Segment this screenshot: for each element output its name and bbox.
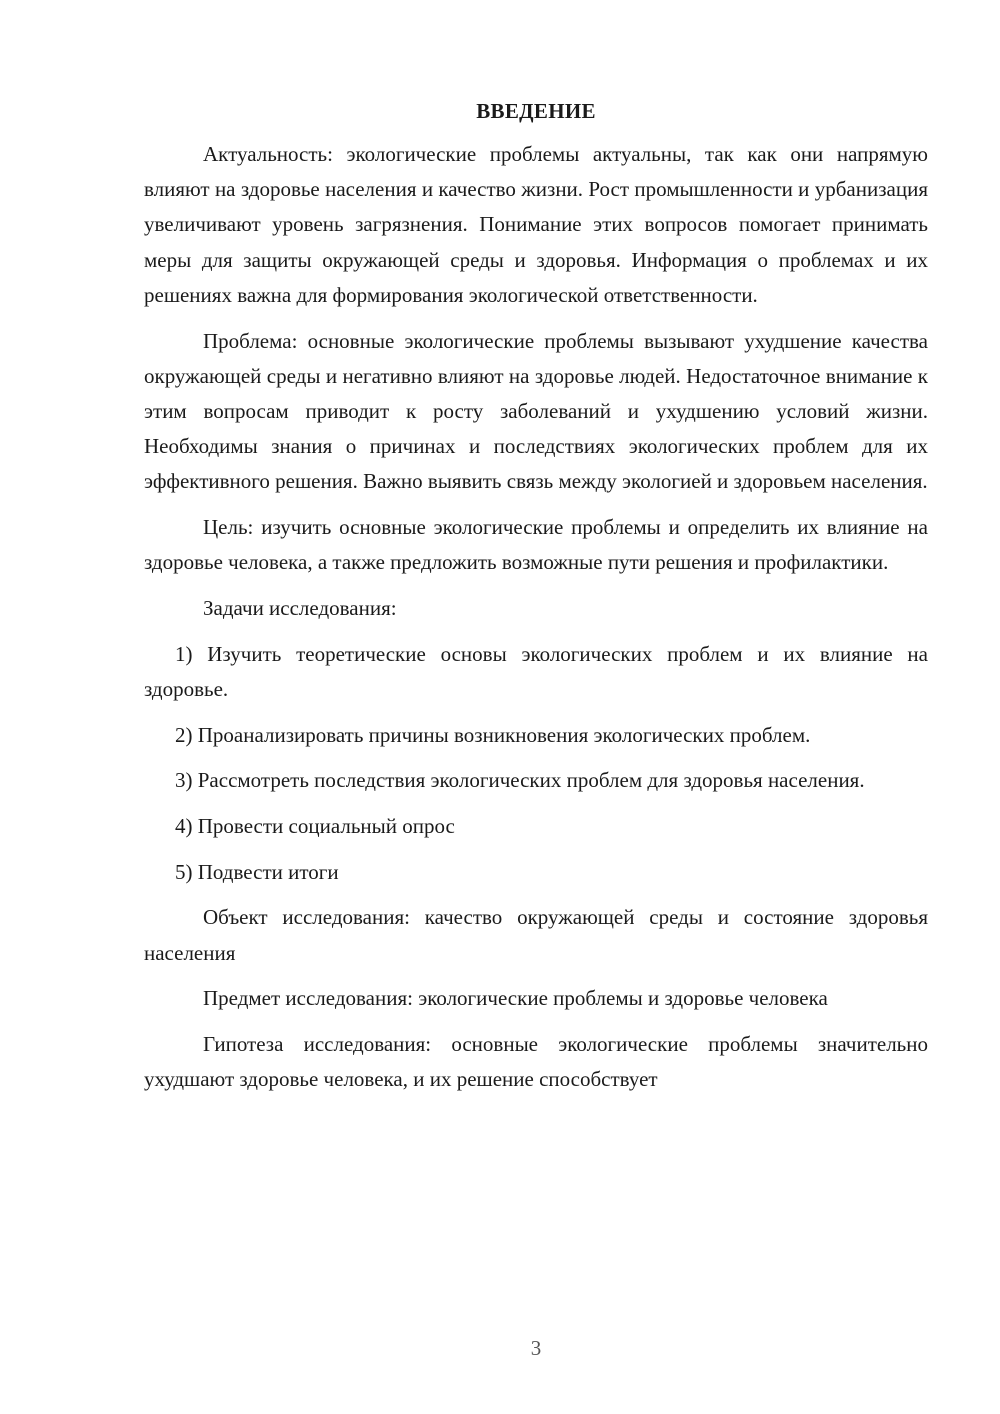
section-title: ВВЕДЕНИЕ xyxy=(476,99,596,123)
page-content xyxy=(144,95,928,1097)
hypothesis-paragraph: Гипотеза исследования: основные экологические проблемы значительно ухудшают здоровье человека, и их решение способствует xyxy=(144,1031,928,1092)
relevance-paragraph: Актуальность: экологические проблемы актуальны, так как они напрямую влияют на здоровье населения и качество жизни. Рост промышленности и урбанизация увеличивают уровень загрязнения. Понимание этих вопросов помогает принимать меры для защиты окружающей среды и здоровья. Информация о проблемах и их решениях важна для формирования экологической ответственности. xyxy=(144,142,928,307)
task-item-2: 2) Проанализировать причины возникновения экологических проблем. xyxy=(175,722,811,747)
tasks-heading: Задачи исследования: xyxy=(203,595,397,620)
object-paragraph: Объект исследования: качество окружающей среды и состояние здоровья населения xyxy=(144,905,928,965)
task-item-1: 1) Изучить теоретические основы экологических проблем и их влияние на здоровье. xyxy=(144,641,928,701)
task-item-3: 3) Рассмотреть последствия экологических проблем для здоровья населения. xyxy=(175,768,865,793)
goal-paragraph: Цель: изучить основные экологические проблемы и определить их влияние на здоровье человека, а также предложить возможные пути решения и профилактики. xyxy=(144,515,928,575)
page-number: 3 xyxy=(530,1336,542,1360)
task-item-4: 4) Провести социальный опрос xyxy=(175,813,455,838)
problem-paragraph: Проблема: основные экологические проблемы вызывают ухудшение качества окружающей среды и негативно влияют на здоровье людей. Недостаточное внимание к этим вопросам приводит к росту заболеваний и ухудшению условий жизни. Необходимы знания о причинах и последствиях экологических проблем для их эффективного решения. Важно выявить связь между экологией и здоровьем населения. xyxy=(144,328,928,494)
subject-paragraph: Предмет исследования: экологические проблемы и здоровье человека xyxy=(203,986,828,1011)
task-item-5: 5) Подвести итоги xyxy=(175,859,339,884)
